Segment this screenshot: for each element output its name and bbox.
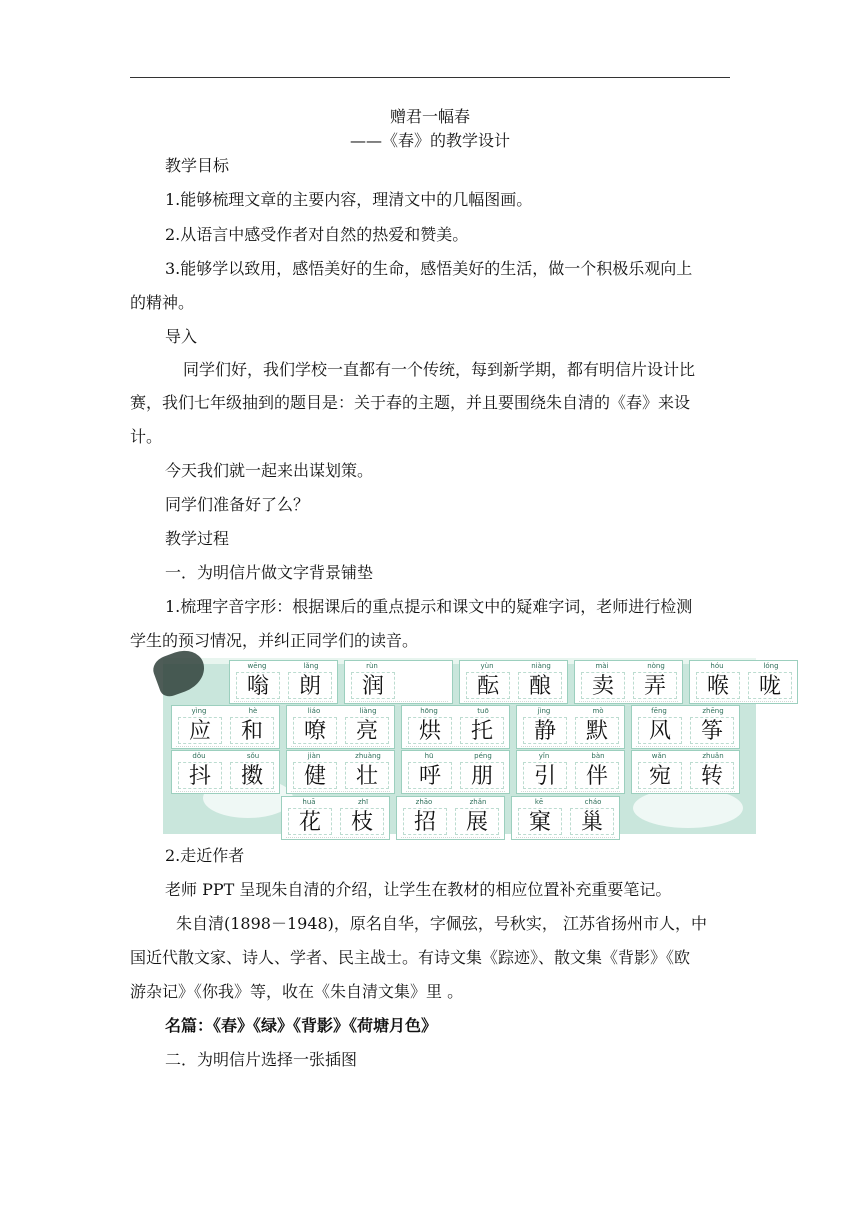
famous-works: 名篇：《春》《绿》《背影》《荷塘月色》 (165, 1016, 438, 1035)
card-footer-line (286, 837, 385, 840)
character-cell: 应 (178, 717, 222, 744)
pinyin-label: huā (302, 798, 316, 806)
section-1-heading: 一．为明信片做文字背景铺垫 (165, 563, 374, 582)
objective-1: 1.能够梳理文章的主要内容，理清文中的几幅图画。 (165, 190, 533, 209)
pinyin-label: rùn (366, 662, 378, 670)
vocab-card (401, 750, 510, 794)
author-instruction: 老师 PPT 呈现朱自清的介绍，让学生在教材的相应位置补充重要笔记。 (165, 880, 672, 899)
character-cell: 静 (523, 717, 567, 744)
character-cell: 酿 (518, 672, 562, 699)
pinyin-label: tuō (477, 707, 489, 715)
character-cell: 酝 (466, 672, 510, 699)
pinyin-label: bàn (591, 752, 605, 760)
card-footer-line (291, 746, 390, 749)
pinyin-label: mò (592, 707, 604, 715)
pinyin-label: zhuǎn (702, 752, 724, 760)
character-cell: 喉 (696, 672, 740, 699)
card-footer-line (176, 746, 275, 749)
pinyin-label: yǐn (538, 752, 550, 760)
card-footer-line (521, 746, 620, 749)
character-cell: 风 (638, 717, 682, 744)
vocab-card (459, 660, 568, 704)
pinyin-label: zhǎn (469, 798, 487, 806)
character-cell: 和 (230, 717, 274, 744)
vocab-card (344, 660, 453, 704)
vocab-card (286, 750, 395, 794)
character-cell: 朗 (288, 672, 332, 699)
cloud-decoration (633, 788, 743, 828)
character-cell: 托 (460, 717, 504, 744)
character-cell: 壮 (345, 762, 389, 789)
card-footer-line (349, 701, 448, 704)
pinyin-label: zhāo (415, 798, 433, 806)
section-2-heading: 二．为明信片选择一张插图 (165, 1050, 358, 1069)
intro-para-1: 同学们好，我们学校一直都有一个传统，每到新学期，都有明信片设计比 (183, 360, 696, 379)
vocab-card (631, 750, 740, 794)
card-footer-line (291, 791, 390, 794)
character-cell: 招 (403, 808, 447, 835)
pinyin-label: lǎng (303, 662, 319, 670)
vocab-card (511, 796, 620, 840)
card-footer-line (406, 746, 505, 749)
pinyin-label: hè (248, 707, 258, 715)
vocab-card (171, 705, 280, 749)
character-cell: 默 (575, 717, 619, 744)
section-1-item-2: 2.走近作者 (165, 846, 245, 865)
character-cell: 润 (351, 672, 395, 699)
vocab-card (401, 705, 510, 749)
doc-subtitle: ——《春》的教学设计 (349, 131, 510, 150)
objective-2: 2.从语言中感受作者对自然的热爱和赞美。 (165, 225, 469, 244)
character-cell: 嘹 (293, 717, 337, 744)
character-cell: 展 (455, 808, 499, 835)
pinyin-label: wǎn (651, 752, 667, 760)
pinyin-label: wēng (247, 662, 267, 670)
character-cell: 嗡 (236, 672, 280, 699)
character-cell: 健 (293, 762, 337, 789)
pinyin-label: lóng (763, 662, 779, 670)
doc-title: 赠君一幅春 (389, 107, 470, 126)
pinyin-label: hōng (420, 707, 438, 715)
pinyin-label: niàng (531, 662, 551, 670)
character-cell: 弄 (633, 672, 677, 699)
author-bio-3: 游杂记》《你我》等，收在《朱自清文集》里 。 (130, 982, 464, 1001)
character-cell: 烘 (408, 717, 452, 744)
character-cell: 窠 (518, 808, 562, 835)
heading-process: 教学过程 (165, 529, 230, 548)
author-bio-1: 朱自清(1898－1948)，原名自华，字佩弦，号秋实， 江苏省扬州市人，中 (176, 914, 708, 933)
card-footer-line (401, 837, 500, 840)
objective-3-cont: 的精神。 (130, 293, 195, 312)
ink-brush-decoration (150, 645, 211, 700)
card-footer-line (579, 701, 678, 704)
card-footer-line (176, 791, 275, 794)
vocab-card (516, 750, 625, 794)
character-cell: 宛 (638, 762, 682, 789)
character-cell: 伴 (575, 762, 619, 789)
pinyin-label: zhuàng (355, 752, 381, 760)
author-bio-2: 国近代散文家、诗人、学者、民主战士。有诗文集《踪迹》、散文集《背影》《欧 (130, 948, 691, 967)
character-cell: 转 (690, 762, 734, 789)
pinyin-label: cháo (584, 798, 602, 806)
character-cell: 擞 (230, 762, 274, 789)
pinyin-label: zhī (357, 798, 369, 806)
pinyin-label: hū (424, 752, 434, 760)
character-cell: 卖 (581, 672, 625, 699)
card-footer-line (636, 791, 735, 794)
vocab-card (229, 660, 338, 704)
character-cell: 花 (288, 808, 332, 835)
character-cell: 亮 (345, 717, 389, 744)
character-cell: 巢 (570, 808, 614, 835)
pinyin-label: fēng (651, 707, 667, 715)
character-cell: 咙 (748, 672, 792, 699)
intro-para-3: 计。 (130, 427, 163, 446)
pinyin-label: liáo (307, 707, 321, 715)
card-footer-line (516, 837, 615, 840)
character-cell: 呼 (408, 762, 452, 789)
card-footer-line (521, 791, 620, 794)
vocab-card (516, 705, 625, 749)
heading-objectives: 教学目标 (165, 156, 230, 175)
intro-para-5: 同学们准备好了么？ (165, 495, 310, 514)
vocab-card (286, 705, 395, 749)
vocab-card (171, 750, 280, 794)
character-cell: 枝 (340, 808, 384, 835)
card-footer-line (694, 701, 793, 704)
pinyin-label: mài (595, 662, 609, 670)
pinyin-label: zhēng (702, 707, 724, 715)
vocab-card (689, 660, 798, 704)
card-footer-line (464, 701, 563, 704)
character-cell: 筝 (690, 717, 734, 744)
vocab-card (396, 796, 505, 840)
vocabulary-figure (163, 658, 781, 835)
card-footer-line (636, 746, 735, 749)
pinyin-label: yìng (191, 707, 207, 715)
section-1-item-1: 1.梳理字音字形：根据课后的重点提示和课文中的疑难字词，老师进行检测 (165, 597, 693, 616)
vocab-card (631, 705, 740, 749)
card-footer-line (406, 791, 505, 794)
pinyin-label: liàng (359, 707, 377, 715)
vocab-card (574, 660, 683, 704)
intro-para-2: 赛，我们七年级抽到的题目是：关于春的主题，并且要围绕朱自清的《春》来设 (130, 393, 691, 412)
pinyin-label: jiàn (307, 752, 321, 760)
character-cell: 引 (523, 762, 567, 789)
intro-para-4: 今天我们就一起来出谋划策。 (165, 461, 374, 480)
character-cell: 抖 (178, 762, 222, 789)
pinyin-label: sǒu (246, 752, 260, 760)
card-footer-line (234, 701, 333, 704)
vocab-card (281, 796, 390, 840)
heading-intro: 导入 (165, 327, 198, 346)
pinyin-label: hóu (710, 662, 724, 670)
pinyin-label: péng (474, 752, 492, 760)
section-1-item-1-cont: 学生的预习情况，并纠正同学们的读音。 (130, 631, 419, 650)
pinyin-label: jìng (537, 707, 551, 715)
pinyin-label: kē (534, 798, 544, 806)
character-cell: 朋 (460, 762, 504, 789)
header-rule (130, 77, 730, 78)
objective-3: 3.能够学以致用，感悟美好的生命，感悟美好的生活，做一个积极乐观向上 (165, 259, 693, 278)
pinyin-label: dǒu (192, 752, 206, 760)
pinyin-label: yùn (480, 662, 494, 670)
pinyin-label: nòng (647, 662, 665, 670)
